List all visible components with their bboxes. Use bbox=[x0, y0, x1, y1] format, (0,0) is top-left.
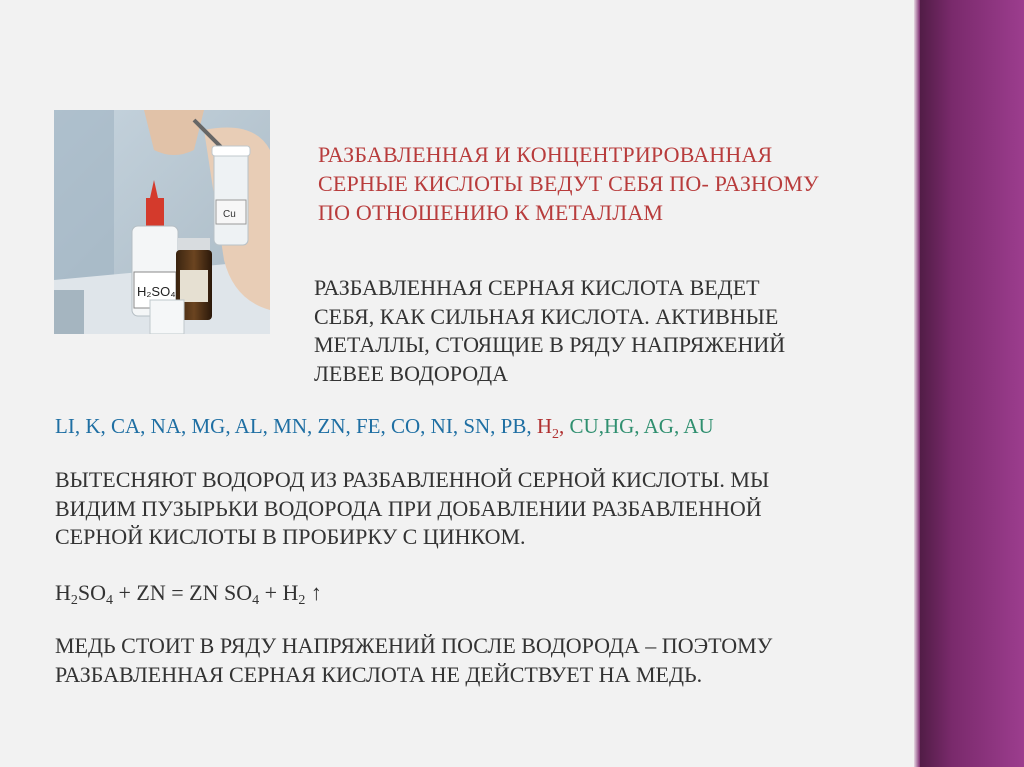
intro-line: ЛЕВЕЕ ВОДОРОДА bbox=[314, 360, 508, 386]
paragraph-line: РАЗБАВЛЕННАЯ СЕРНАЯ КИСЛОТА НЕ ДЕЙСТВУЕТ НА МЕДЬ. bbox=[55, 661, 703, 687]
h2so4-label: H₂SO₄ bbox=[137, 284, 176, 299]
paragraph-line: МЕДЬ СТОИТ В РЯДУ НАПРЯЖЕНИЙ ПОСЛЕ ВОДОРОДА – ПОЭТОМУ bbox=[55, 633, 773, 658]
lab-photo-illustration bbox=[54, 110, 270, 334]
decorative-sidebar bbox=[914, 0, 1024, 767]
displacement-paragraph bbox=[55, 466, 875, 552]
metals-after-hydrogen: CU,HG, AG, AU bbox=[569, 414, 714, 438]
hydrogen-symbol: $H_2$ bbox=[536, 414, 560, 443]
intro-line: РАЗБАВЛЕННАЯ СЕРНАЯ КИСЛОТА ВЕДЕТ bbox=[314, 275, 760, 300]
paragraph-line: ВИДИМ ПУЗЫРЬКИ ВОДОРОДА ПРИ ДОБАВЛЕНИИ РАЗБАВЛЕННОЙ bbox=[55, 495, 762, 521]
intro-line: СЕБЯ, КАК СИЛЬНАЯ КИСЛОТА. АКТИВНЫЕ bbox=[314, 303, 779, 329]
metal-activity-series: LI, K, CA, NA, MG, AL, MN, ZN, FE, CO, NI, SN, PB, $H_2$, CU,HG, AG, AU bbox=[55, 414, 714, 443]
intro-line: МЕТАЛЛЫ, СТОЯЩИЕ В РЯДУ НАПРЯЖЕНИЙ bbox=[314, 332, 786, 357]
metals-before-hydrogen: LI, K, CA, NA, MG, AL, MN, ZN, FE, CO, NI, SN, PB, bbox=[55, 414, 532, 438]
reaction-equation: $H_2SO_4$ + ZN = ZN $SO_4 + H_2$ ↑ bbox=[55, 580, 322, 608]
paragraph-line: СЕРНОЙ КИСЛОТЫ В ПРОБИРКУ С ЦИНКОМ. bbox=[55, 524, 526, 549]
title-line: РАЗБАВЛЕННАЯ И КОНЦЕНТРИРОВАННАЯ bbox=[318, 142, 773, 167]
lab-photo bbox=[54, 110, 270, 334]
paragraph-line: ВЫТЕСНЯЮТ ВОДОРОД ИЗ РАЗБАВЛЕННОЙ СЕРНОЙ КИСЛОТЫ. МЫ bbox=[55, 467, 770, 492]
cu-label: Cu bbox=[223, 209, 236, 220]
title-line: ПО ОТНОШЕНИЮ К МЕТАЛЛАМ bbox=[318, 200, 664, 225]
title-line: СЕРНЫЕ КИСЛОТЫ ВЕДУТ СЕБЯ ПО- РАЗНОМУ bbox=[318, 171, 819, 196]
sidebar-edge bbox=[914, 0, 920, 767]
intro-paragraph bbox=[314, 274, 874, 388]
slide-title bbox=[318, 140, 878, 227]
copper-paragraph bbox=[55, 632, 875, 689]
